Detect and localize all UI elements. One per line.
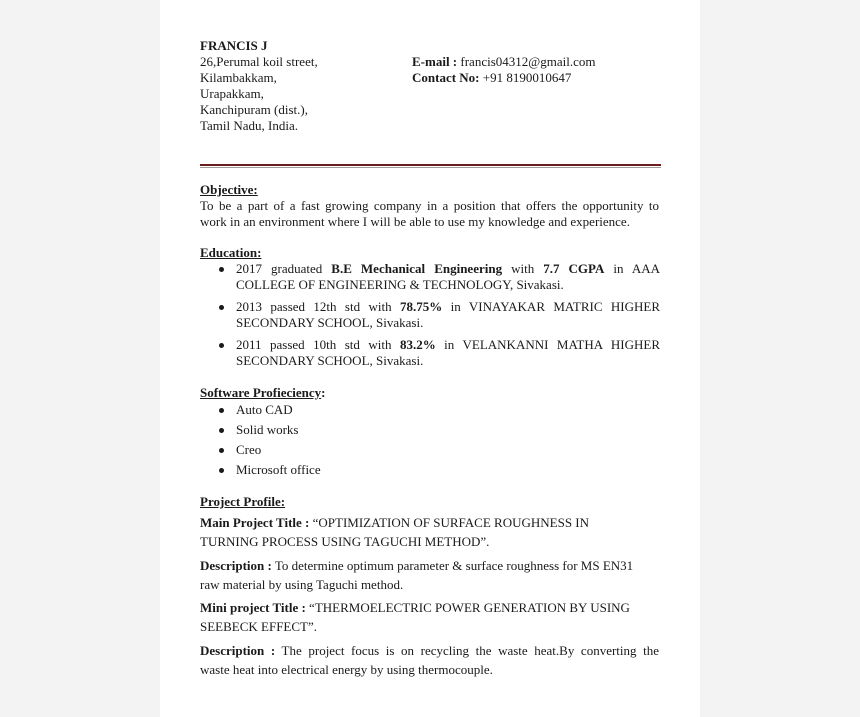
bullet-icon [219,343,224,348]
description-line: raw material by using Taguchi method. [200,577,404,592]
email-row [412,54,595,70]
education-item-line: SECONDARY SCHOOL, Sivakasi. [236,353,424,368]
contact-row [412,70,571,86]
contact-value: +91 8190010647 [479,70,572,85]
address-line: Kilambakkam, [200,70,277,85]
bullet-icon [219,428,224,433]
objective-text-line: work in an environment where I will be able to use my knowledge and experience. [200,214,630,229]
contact-label: Contact No: [412,70,480,85]
email-label: E-mail : [412,54,458,69]
bullet-icon [219,448,224,453]
education-item-line: 2011 passed 10th std with 83.2% in VELANKANNI MATHA HIGHER [236,337,660,352]
software-item: Auto CAD [236,402,293,417]
description-line: waste heat into electrical energy by using thermocouple. [200,662,493,677]
main-project-line: Main Project Title : “OPTIMIZATION OF SURFACE ROUGHNESS IN [200,515,590,530]
bullet-icon [219,408,224,413]
bullet-icon [219,267,224,272]
education-item-line: 2013 passed 12th std with 78.75% in VINAYAKAR MATRIC HIGHER [236,299,660,314]
address-line: Kanchipuram (dist.), [200,102,308,117]
bullet-icon [219,305,224,310]
description-line: Description : The project focus is on recycling the waste heat.By converting the [200,643,659,658]
header-divider-shadow [200,167,661,168]
main-project-line: TURNING PROCESS USING TAGUCHI METHOD”. [200,534,490,549]
education-item-line: 2017 graduated B.E Mechanical Engineering with 7.7 CGPA in AAA [236,261,660,276]
software-item: Solid works [236,422,299,437]
education-item-line: SECONDARY SCHOOL, Sivakasi. [236,315,424,330]
software-item: Microsoft office [236,462,321,477]
objective-heading: Objective: [200,182,258,197]
project-heading: Project Profile: [200,494,286,509]
description-line: Description : To determine optimum parameter & surface roughness for MS EN31 [200,558,634,573]
address-line: Urapakkam, [200,86,264,101]
software-item: Creo [236,442,262,457]
mini-project-line: SEEBECK EFFECT”. [200,619,318,634]
education-heading: Education: [200,245,262,260]
address-line: Tamil Nadu, India. [200,118,299,133]
mini-project-line: Mini project Title : “THERMOELECTRIC POWER GENERATION BY USING [200,600,630,615]
email-value: francis04312@gmail.com [457,54,596,69]
software-heading: Software Profieciency: [200,385,326,400]
address-line: 26,Perumal koil street, [200,54,318,69]
bullet-icon [219,468,224,473]
education-item-line: COLLEGE OF ENGINEERING & TECHNOLOGY, Sivakasi. [236,277,564,292]
header-divider [200,164,661,166]
objective-text-line: To be a part of a fast growing company in a position that offers the opportunity to [200,198,659,213]
candidate-name: FRANCIS J [200,38,268,53]
